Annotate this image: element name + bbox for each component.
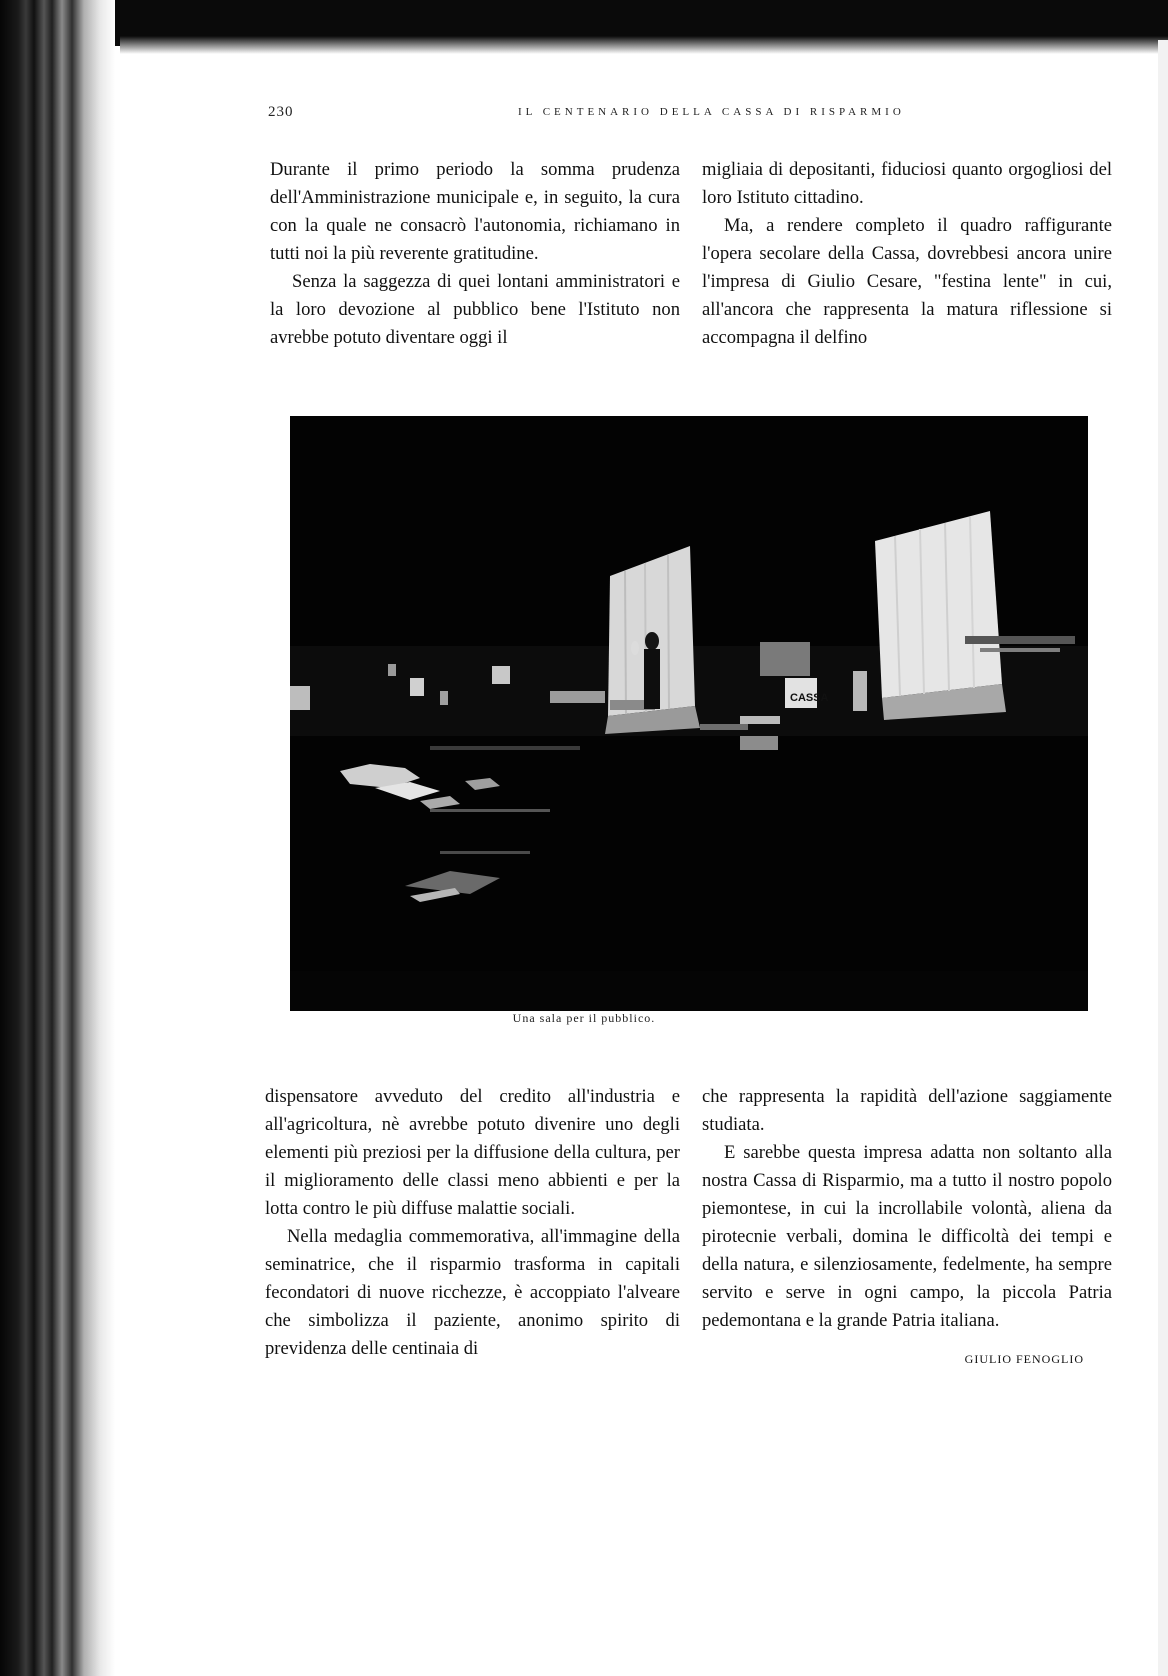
scan-right-edge (1158, 40, 1168, 1676)
paragraph: che rappresenta la rapidità dell'azione saggiamente studiata. (702, 1086, 1112, 1135)
paragraph: Ma, a rendere completo il quadro raffigurante l'opera secolare della Cassa, dovrebbesi ancora unire l'impresa di Giulio Cesare, "festina lente" in cui, all'ancora che rappresenta la matura riflessione si accompagna il delfino (702, 215, 1112, 348)
paragraph: migliaia di depositanti, fiduciosi quanto orgogliosi del loro Istituto cittadino. (702, 159, 1112, 208)
column-top-left (270, 156, 680, 352)
column-bottom-left (265, 1083, 680, 1363)
paragraph: Nella medaglia commemorativa, all'immagine della seminatrice, che il risparmio trasforma in capitali fecondatori di nuove ricchezze, è accoppiato l'alveare che simbolizza il paziente, anonimo spirito di previdenza delle centinaia di (265, 1226, 680, 1359)
page-header (268, 104, 1008, 126)
paragraph: E sarebbe questa impresa adatta non soltanto alla nostra Cassa di Risparmio, ma a tutto il nostro popolo piemontese, in cui la incrollabile volontà, aliena da pirotecnie verbali, domina le difficoltà dei tempi e della natura, e silenziosamente, fedelmente, ha sempre servito e serve in ogni campo, la piccola Patria pedemontana e la grande Patria italiana. (702, 1142, 1112, 1331)
photo-public-hall (290, 416, 1088, 1011)
scan-binding-edge (0, 0, 115, 1676)
paragraph: Durante il primo periodo la somma prudenza dell'Amministrazione municipale e, in seguito, la cura con la quale ne consacrò l'autonomia, richiamano in tutti noi la più reverente gratitudine. (270, 159, 680, 264)
scan-top-shadow (120, 36, 1168, 54)
author-signature: GIULIO FENOGLIO (964, 1352, 1084, 1366)
running-title: IL CENTENARIO DELLA CASSA DI RISPARMIO (518, 106, 905, 118)
photo-caption: Una sala per il pubblico. (512, 1011, 656, 1025)
paragraph: Senza la saggezza di quei lontani amministratori e la loro devozione al pubblico bene l'Istituto non avrebbe potuto diventare oggi il (270, 271, 680, 348)
paragraph: dispensatore avveduto del credito all'industria e all'agricoltura, nè avrebbe potuto divenire uno degli elementi più preziosi per la diffusione della cultura, per il miglioramento delle classi meno abbienti e per la lotta contro le più diffuse malattie sociali. (265, 1086, 680, 1219)
photo-public-hall-image (290, 416, 1088, 1011)
column-top-right (702, 156, 1112, 352)
page-number: 230 (268, 104, 294, 120)
column-bottom-right (702, 1083, 1112, 1373)
photo-sign-cassa: CASSA (790, 692, 829, 704)
